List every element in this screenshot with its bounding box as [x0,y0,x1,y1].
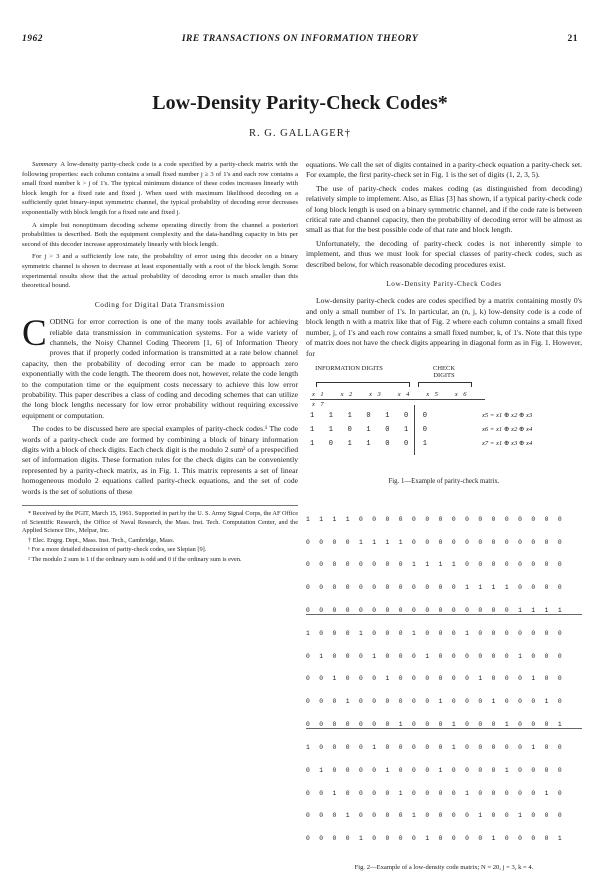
abstract-paragraph-1 [22,160,298,218]
matrix-row: 0 0 0 0 1 1 1 1 0 0 0 0 0 0 0 0 0 0 0 0 [306,538,565,546]
matrix-row: 0 0 0 0 0 0 0 0 0 0 0 0 1 1 1 1 0 0 0 0 [306,583,565,591]
left-column [22,160,298,565]
abstract [22,160,298,291]
figure-1-equation-1: x5 = x1 ⊕ x2 ⊕ x3 [482,411,533,419]
body-paragraph-6: Low-density parity-check codes are codes specified by a matrix containing mostly 0's and only a small number of 1's. In particular, an (n, j, k) low-density code is a code of block length n with a matrix like that of Fig. 2 where each column contains a small fixed number, j, of 1's and each row contains a small fixed number, k, of 1's. Note that this type of matrix does not have the check digits appearing in diagonal form as in Fig. 1. However, for [306,296,582,358]
footnote-2: ² The modulo 2 sum is 1 if the ordinary sum is odd and 0 if the ordinary sum is even. [28,555,242,563]
section-heading-coding: Coding for Digital Data Transmission [94,300,226,309]
figure-1-info-brace [316,382,410,387]
matrix-row: 0 0 0 0 0 0 0 0 1 1 1 1 0 0 0 0 0 0 0 0 [306,561,565,569]
body-paragraph-3: equations. We call the set of digits contained in a parity-check equation a parity-check set. For example, the first parity-check set in Fig. 1 is the set of digits (1, 2, 3, 5). [306,160,582,180]
body-paragraph-1 [22,313,298,421]
matrix-row: 0 0 0 0 1 0 0 0 0 1 0 0 0 0 1 0 0 0 0 1 [306,834,565,842]
matrix-row: 0 0 0 1 0 0 0 0 1 0 0 0 0 1 0 0 1 0 0 0 [306,812,565,820]
figure-1-variables: x1 x2 x3 x4 x5 x6 x7 [312,390,472,409]
body-paragraph-2: The codes to be discussed here are special examples of parity-check codes.¹ The code words of a parity-check code are formed by combining a block of binary information digits with a block of check digits. Each check digit is the modulo 2 sum² of a prespecified set of information digits. These formation rules for the check digits can be conveniently represented by a parity-check matrix, as in Fig. 1. This matrix represents a set of linear homogeneous modulo 2 equations called parity-check equations, and the set of code words is the set of solutions of these [22,424,298,496]
matrix-row: 0 0 0 0 0 0 0 0 0 0 0 0 0 0 0 0 1 1 1 1 [306,607,582,616]
body-text-1: ODING for error correction is one of the many tools available for achieving reliable data transmission in communication systems. For a wide variety of channels, the Noisy Channel Coding Theorem [1, 6] of Information Theory proves that if properly coded information is transmitted at a rate below channel capacity, then the probability of decoding error can be made to approach zero exponentially with the code length. The theorem does not, however, relate the code length to the computation time or the equipment costs necessary to achieve this low error probability. This paper describes a class of coding and decoding schemes that can utilize the long block lengths necessary for low error probability without requiring excessive equipment or computation. [22,317,298,420]
matrix-row: 1 1 1 1 0 0 0 0 0 0 0 0 0 0 0 0 0 0 0 0 [306,516,565,523]
footnote-affiliation: † Elec. Engrg. Dept., Mass. Inst. Tech., Cambridge, Mass. [28,536,175,544]
matrix-row: 0 0 1 0 0 0 0 1 0 0 0 0 1 0 0 0 0 0 1 0 [306,789,565,797]
abstract-lead: Summary [32,161,58,168]
figure-1-check-brace [418,382,472,387]
figure-1-equation-2: x6 = x1 ⊕ x2 ⊕ x4 [482,425,533,433]
section-heading-ldpc: Low-Density Parity-Check Codes [386,280,502,289]
figure-1-check-label: CHECK DIGITS [432,364,456,380]
header-journal: IRE TRANSACTIONS ON INFORMATION THEORY [181,34,419,44]
figure-1-caption: Fig. 1—Example of parity-check matrix. [388,477,500,485]
matrix-row: 1 0 0 0 1 0 0 0 1 0 0 0 1 0 0 0 0 0 0 0 [306,630,565,638]
paper-author: R. G. GALLAGER† [249,128,351,139]
header-page-number: 21 [567,34,578,44]
footnote-received: * Received by the PGIT, March 15, 1961. Supported in part by the U. S. Army Signal Corps, the AF Office of Scientific Research, the Office of Naval Research, the Mass. Inst. Tech. Computation Center, and the Applied Science Div., Melpar, Inc. [22,510,298,535]
abstract-text-1: A low-density parity-check code is a code specified by a parity-check matrix with the following properties: each column contains a small fixed number j ≥ 3 of 1's and each row contains a small fixed number k > j of 1's. The typical minimum distance of these codes increases linearly with block length for a fixed rate and fixed j. When used with maximum likelihood decoding on a sufficiently quiet binary-input symmetric channel, the typical probability of decoding error decreases exponentially with block length for a fixed rate and fixed j. [22,161,298,216]
matrix-row: 1 0 0 0 0 1 0 0 0 0 0 1 0 0 0 0 0 1 0 0 [306,744,565,752]
footnote-1: ¹ For a more detailed discussion of parity-check codes, see Slepian [9]. [28,546,207,554]
figure-1-row-3: 1 0 1 1 0 0 1 [310,439,433,448]
right-column [306,160,582,873]
body-paragraph-4: The use of parity-check codes makes coding (as distinguished from decoding) relatively simple to implement. Also, as Elias [3] has shown, if a typical parity-check code of long block length is used on a binary symmetric channel, and if the code rate is between critical rate and channel capacity, then the probability of decoding error will be almost as small as that for the best possible code of that rate and block length. [306,183,582,235]
abstract-paragraph-2: A simple but nonoptimum decoding scheme operating directly from the channel a posteriori probabilities is described. Both the equipment complexity and the data-handling capacity in bits per second of this decoder increase approximately linearly with block length. [22,221,298,248]
figure-1-info-label: INFORMATION DIGITS [315,364,383,372]
figure-1-rule [310,399,485,400]
matrix-row: 0 0 1 0 0 0 1 0 0 0 0 0 0 1 0 0 0 1 0 0 [306,675,565,683]
abstract-paragraph-3: For j > 3 and a sufficiently low rate, the probability of error using this decoder on a binary symmetric channel is shown to decrease at least exponentially with a root of the block length. Some experimental results show that the actual probability of decoding error is much smaller than this theoretical bound. [22,253,298,290]
figure-1-row-1: 1 1 1 0 1 0 0 [310,411,433,420]
figure-2 [306,501,582,873]
matrix-row: 0 1 0 0 0 0 1 0 0 0 1 0 0 0 0 1 0 0 0 0 [306,767,565,775]
paper-title: Low-Density Parity-Check Codes* [152,92,448,114]
figure-1 [306,365,582,493]
footnotes [22,505,298,564]
drop-cap: C [22,313,47,355]
figure-1-row-2: 1 1 0 1 0 1 0 [310,425,433,434]
matrix-row: 0 0 0 0 0 0 0 1 0 0 0 1 0 0 0 1 0 0 0 1 [306,721,582,730]
header-year: 1962 [22,34,43,44]
body-paragraph-5: Unfortunately, the decoding of parity-check codes is not inherently simple to implement, and thus we must look for special classes of parity-check codes, such as described below, for which reasonable decoding procedures exist. [306,238,582,269]
figure-1-equation-3: x7 = x1 ⊕ x3 ⊕ x4 [482,439,533,447]
matrix-row: 0 0 0 1 0 0 0 0 0 0 1 0 0 0 1 0 0 0 1 0 [306,698,565,706]
figure-2-matrix [306,501,582,858]
matrix-row: 0 1 0 0 0 1 0 0 0 1 0 0 0 0 0 0 1 0 0 0 [306,652,565,660]
running-head [22,34,578,48]
figure-2-caption: Fig. 2—Example of a low-density code matrix; N = 20, j = 3, k = 4. [354,863,534,871]
